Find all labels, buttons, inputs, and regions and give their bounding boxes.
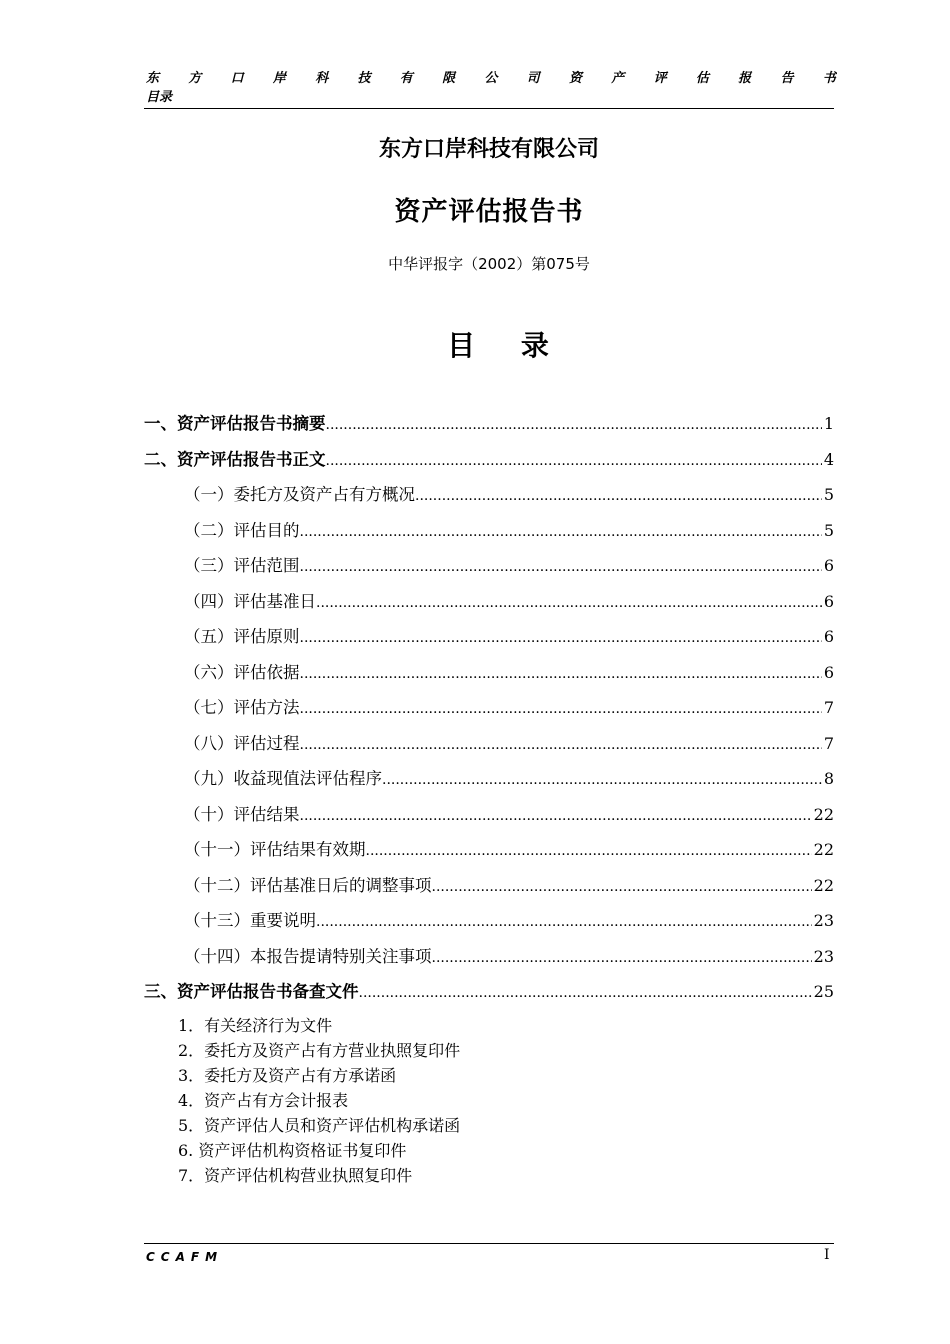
running-header-char: 评 (653, 71, 667, 86)
toc-entry-page: 8 (823, 769, 834, 788)
toc-entry-page: 6 (823, 591, 834, 611)
appendix-list (178, 1013, 798, 1188)
toc-entry[interactable] (144, 442, 834, 478)
toc-entry-label: （七）评估方法 (184, 698, 300, 717)
toc-dot-leader (300, 692, 822, 728)
running-header-char: 科 (315, 71, 329, 86)
running-header-section: 目录 (146, 90, 173, 105)
toc-dot-leader (300, 799, 812, 835)
toc-entry-label: （一）委托方及资产占有方概况 (184, 485, 415, 504)
toc-entry[interactable] (144, 655, 834, 691)
toc-entry[interactable] (144, 868, 834, 904)
toc-dot-leader (300, 728, 822, 764)
toc-entry[interactable] (144, 726, 834, 762)
toc-entry-page: 23 (813, 946, 834, 966)
toc-dot-leader (300, 621, 822, 657)
toc-entry[interactable] (144, 974, 834, 1010)
toc-entry-page: 22 (813, 804, 834, 824)
toc-entry-label: （三）评估范围 (184, 556, 300, 575)
report-title: 资产评估报告书 (394, 197, 584, 227)
toc-entry[interactable] (144, 797, 834, 833)
appendix-item: 6. 资产评估机构资格证书复印件 (178, 1141, 407, 1160)
toc-dot-leader (300, 550, 822, 586)
toc-entry[interactable] (144, 513, 834, 549)
toc-entry-page: 6 (823, 662, 834, 682)
toc-entry-label: （九）收益现值法评估程序 (184, 769, 382, 788)
toc-entry-page: 22 (813, 875, 834, 895)
toc-entry-page: 1 (823, 414, 834, 433)
running-header-char: 告 (780, 71, 794, 86)
toc-entry-label: 一、资产评估报告书摘要 (144, 414, 326, 433)
toc-entry-page: 5 (823, 485, 834, 504)
appendix-item: 1．有关经济行为文件 (178, 1016, 333, 1035)
toc-entry[interactable] (144, 477, 834, 513)
toc-entry-page: 25 (813, 982, 834, 1001)
toc-entry-page: 23 (813, 911, 834, 930)
running-header-char: 资 (568, 71, 582, 86)
running-header-char: 技 (357, 71, 371, 86)
toc-entry-page: 22 (813, 840, 834, 859)
toc-entry-label: （十四）本报告提请特别关注事项 (184, 946, 432, 966)
toc-entry[interactable] (144, 690, 834, 726)
running-header-char: 书 (822, 71, 836, 86)
running-header-char: 产 (611, 71, 625, 86)
footer-page-number: I (824, 1247, 830, 1263)
toc-entry[interactable] (144, 548, 834, 584)
toc-dot-leader (326, 444, 822, 480)
toc-dot-leader (316, 586, 822, 622)
running-header-char: 有 (399, 71, 413, 86)
toc-entry[interactable] (144, 761, 834, 797)
running-header-char: 岸 (272, 71, 286, 86)
toc-dot-leader (359, 976, 812, 1012)
footer-org: CCAFM (146, 1250, 224, 1264)
toc-entry[interactable] (144, 832, 834, 868)
toc-dot-leader (415, 479, 822, 515)
running-header-char: 限 (442, 71, 456, 86)
running-header-char: 估 (695, 71, 709, 86)
toc-entry-label: （四）评估基准日 (184, 591, 316, 611)
toc-dot-leader (432, 941, 812, 977)
toc-entry-page: 6 (823, 556, 834, 575)
toc-entry-page: 7 (823, 698, 834, 717)
appendix-item: 7．资产评估机构营业执照复印件 (178, 1166, 413, 1185)
toc-entry-label: （五）评估原则 (184, 627, 300, 646)
toc-dot-leader (432, 870, 812, 906)
toc-heading: 目 录 (447, 329, 567, 362)
running-header-char: 方 (188, 71, 202, 86)
footer-rule (144, 1243, 834, 1244)
appendix-item: 2．委托方及资产占有方营业执照复印件 (178, 1041, 461, 1060)
toc-entry-label: （十）评估结果 (184, 804, 300, 824)
toc-dot-leader (316, 905, 812, 941)
toc-dot-leader (382, 763, 822, 799)
running-header-char: 报 (738, 71, 752, 86)
running-header (146, 70, 836, 88)
toc-entry[interactable] (144, 619, 834, 655)
toc-entry-page: 4 (823, 449, 834, 469)
toc-entry-label: 三、资产评估报告书备查文件 (144, 982, 359, 1001)
toc-entry-page: 5 (823, 520, 834, 540)
company-title: 东方口岸科技有限公司 (378, 137, 599, 162)
running-header-char: 司 (526, 71, 540, 86)
toc-entry-label: （六）评估依据 (184, 662, 300, 682)
appendix-item: 4．资产占有方会计报表 (178, 1091, 349, 1110)
appendix-item: 5．资产评估人员和资产评估机构承诺函 (178, 1116, 461, 1135)
table-of-contents (144, 406, 834, 1010)
toc-entry[interactable] (144, 584, 834, 620)
toc-entry-label: （十一）评估结果有效期 (184, 840, 366, 859)
toc-entry-label: （二）评估目的 (184, 520, 300, 540)
toc-entry[interactable] (144, 903, 834, 939)
toc-entry[interactable] (144, 406, 834, 442)
header-rule (144, 108, 834, 109)
toc-entry-label: （十三）重要说明 (184, 911, 316, 930)
toc-dot-leader (366, 834, 812, 870)
running-header-char: 东 (146, 71, 160, 86)
toc-entry-label: 二、资产评估报告书正文 (144, 449, 326, 469)
toc-entry[interactable] (144, 939, 834, 975)
report-number: 中华评报字（2002）第075号 (388, 255, 590, 273)
toc-dot-leader (300, 515, 822, 551)
appendix-item: 3．委托方及资产占有方承诺函 (178, 1066, 397, 1085)
running-header-char: 口 (230, 71, 244, 86)
toc-entry-page: 7 (823, 733, 834, 753)
toc-entry-label: （八）评估过程 (184, 733, 300, 753)
toc-entry-label: （十二）评估基准日后的调整事项 (184, 875, 432, 895)
toc-dot-leader (326, 408, 822, 444)
running-header-char: 公 (484, 71, 498, 86)
toc-dot-leader (300, 657, 822, 693)
toc-entry-page: 6 (823, 627, 834, 646)
